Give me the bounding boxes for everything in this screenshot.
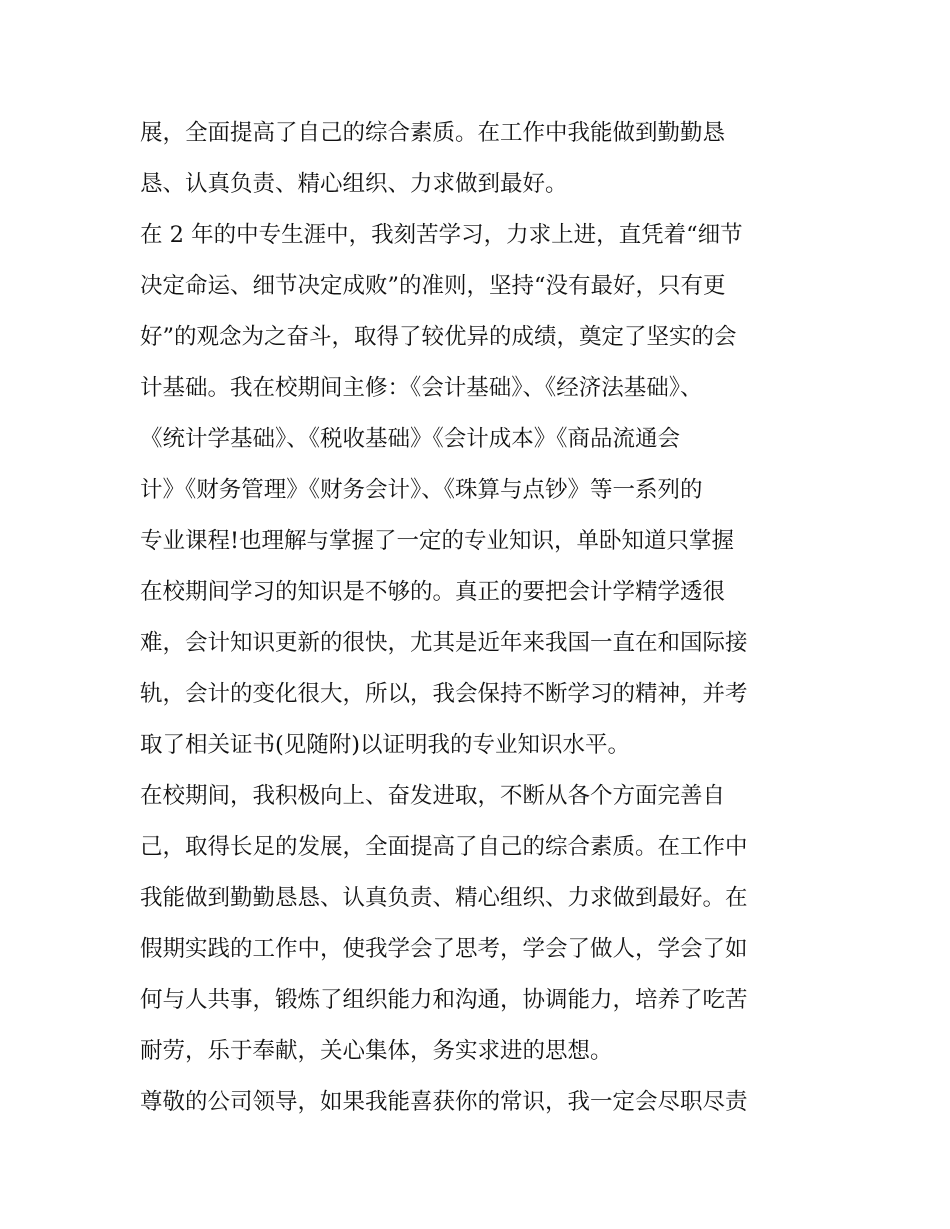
text-line: 好”的观念为之奋斗，取得了较优异的成绩，奠定了坚实的会 xyxy=(140,324,737,350)
text-line: 轨，会计的变化很大，所以，我会保持不断学习的精神，并考 xyxy=(140,681,748,707)
text-line: 决定命运、细节决定成败”的准则，坚持“没有最好，只有更 xyxy=(140,273,726,299)
text-line: 假期实践的工作中，使我学会了思考，学会了做人，学会了如 xyxy=(140,936,748,962)
text-line: 尊敬的公司领导，如果我能喜获你的常识，我一定会尽职尽责 xyxy=(140,1089,748,1115)
text-line: 何与人共事，锻炼了组织能力和沟通，协调能力，培养了吃苦 xyxy=(140,987,748,1013)
text-line: 在校期间，我积极向上、奋发进取，不断从各个方面完善自 xyxy=(140,783,726,809)
text-line: 计》《财务管理》《财务会计》、《珠算与点钞》等一系列的 xyxy=(140,477,703,503)
text-line: 在校期间学习的知识是不够的。真正的要把会计学精学透很 xyxy=(140,579,726,605)
text-line: 计基础。我在校期间主修：《会计基础》、《经济法基础》、 xyxy=(140,375,703,401)
text-line: 《统计学基础》、《税收基础》《会计成本》《商品流通会 xyxy=(140,426,681,452)
body-text xyxy=(140,108,820,1128)
text-line: 难，会计知识更新的很快，尤其是近年来我国一直在和国际接 xyxy=(140,630,748,656)
text-line: 恳、认真负责、精心组织、力求做到最好。 xyxy=(140,171,568,197)
text-line: 在 2 年的中专生涯中，我刻苦学习，力求上进，直凭着“细节 xyxy=(140,222,743,248)
text-line: 己，取得长足的发展，全面提高了自己的综合素质。在工作中 xyxy=(140,834,748,860)
text-line: 我能做到勤勤恳恳、认真负责、精心组织、力求做到最好。在 xyxy=(140,885,748,911)
text-line: 耐劳，乐于奉献，关心集体，务实求进的思想。 xyxy=(140,1038,613,1064)
text-line: 展，全面提高了自己的综合素质。在工作中我能做到勤勤恳 xyxy=(140,120,726,146)
text-line: 取了相关证书(见随附)以证明我的专业知识水平。 xyxy=(140,732,631,758)
text-line: 专业课程!也理解与掌握了一定的专业知识，单卧知道只掌握 xyxy=(140,528,735,554)
